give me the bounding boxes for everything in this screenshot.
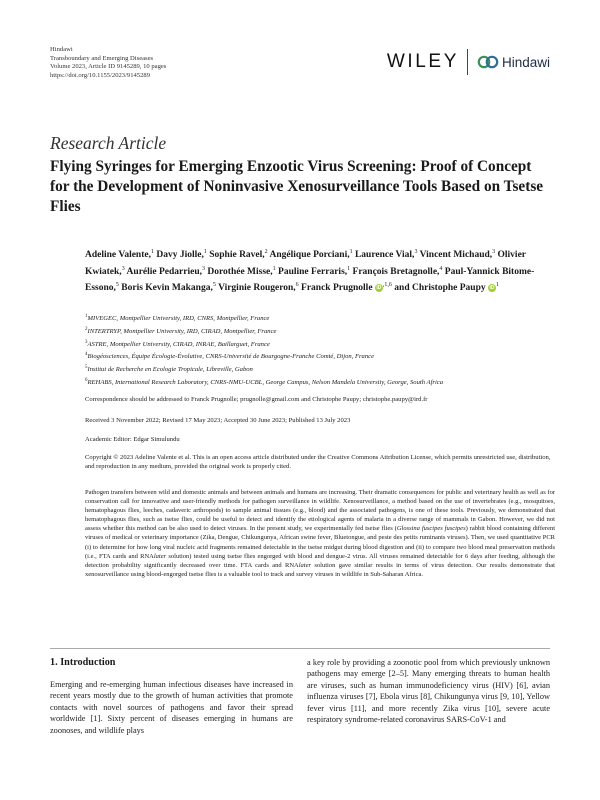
logo-divider <box>467 49 468 75</box>
publisher-logos <box>387 49 550 75</box>
author: Adeline Valente,$^1$ <box>85 249 154 261</box>
journal-name: Transboundary and Emerging Diseases <box>50 54 154 62</box>
author: Virginie Rougeron,$^6$ <box>218 282 299 294</box>
orcid-icon[interactable]: iD <box>489 285 495 292</box>
hindawi-wordmark: Hindawi <box>501 54 550 70</box>
affiliation: $^5$Institut de Recherche en Ecologie Tropicale, Libreville, Gabon <box>85 365 253 374</box>
orcid-icon[interactable]: iD <box>376 285 382 292</box>
article-title: Flying Syringes for Emerging Enzootic Virus Screening: Proof of Concept for the Development of Noninvasive Xenosurveillance Tools Based on Tsetse Flies <box>50 158 544 215</box>
author: Olivier Kwiatek,$^3$ <box>85 250 526 277</box>
author: and Christophe Paupy $iD^1$ <box>394 282 500 294</box>
intro-column-right: a key role by providing a zoonotic pool from which previously unknown pathogens may emerge [2–5]. Many emerging threats to human health are viruses, such as human immunodeficiency virus (HIV) [6], avian influenza viruses [7], Ebola virus [8], Chikungunya virus [9, 10], Yellow fever virus [11], and more recently Zika virus [10], severe acute respiratory syndrome-related coronavirus SARS-CoV-1 and <box>307 658 550 725</box>
publisher-name: Hindawi <box>50 46 73 53</box>
author: Angélique Porciani,$^1$ <box>269 249 353 261</box>
author: Aurélie Pedarrieu,$^3$ <box>126 265 205 277</box>
author: Sophie Ravel,$^2$ <box>209 249 268 261</box>
wiley-logo: WILEY <box>386 51 459 72</box>
author: Pauline Ferraris,$^1$ <box>278 265 351 277</box>
hindawi-logo <box>477 55 550 70</box>
author: Laurence Vial,$^3$ <box>354 249 418 261</box>
affiliation: $^4$Biogéosciences, Équipe Écologie-Évolutive, CNRS-Université de Bourgogne-Franche Comté, Dijon, France <box>85 352 375 361</box>
introduction-heading: 1. Introduction <box>50 657 116 668</box>
affiliation: $^2$INTERTRYP, Montpellier University, IRD, CIRAD, Montpellier, France <box>85 326 277 335</box>
author: Paul-Yannick Bitome-Essono,$^5$ <box>85 266 535 294</box>
affiliation: $^6$REHABS, International Research Laboratory, CNRS-NMU-UCBL, George Campus, Nelson Mandela University, George, South Africa <box>85 377 444 387</box>
intro-column-left: Emerging and re-emerging human infectious diseases have increased in recent years mostly due to the growth of human activities that promote contacts with novel sources of pathogens and favor their spread worldwide [1]. Sixty percent of diseases emerging in humans are zoonoses, and wildlife plays <box>50 680 293 735</box>
affiliation: $^3$ASTRE, Montpellier University, CIRAD, INRAE, Baillarguet, France <box>85 339 270 348</box>
author: François Bretagnolle,$^4$ <box>352 265 443 277</box>
doi-link[interactable]: https://doi.org/10.1155/2023/9145289 <box>50 71 151 79</box>
affiliation: $^1$MIVEGEC, Montpellier University, IRD, CNRS, Montpellier, France <box>85 314 270 323</box>
abstract: Pathogen transfers between wild and domestic animals and between animals and humans are increasing. Their dramatic consequences for public and veterinary health as well as for conservation call for innovative and user-friendly methods for pathogen surveillance in wildlife. Xenosurveillance, a method based on the use of invertebrates (e.g., mosquitoes, hematophagous flies, leeches, cadaveric arthropods) to sample animal tissues (e.g., blood) and the associated pathogens, is one of these tools. Previously, we demonstrated that hematophagous flies, such as tsetse flies, could be useful to detect and identify the etiological agents of malaria in a diverse range of mammals in Gabon. However, we did not assess whether this method can be also used to detect viruses. In the present study, we experimentally fed tsetse flies (Glossina fuscipes fuscipes) rabbit blood containing different viruses of medical or veterinary importance (Zika, Dengue, Chikungunya, African swine fever, Bluetongue, and peste des petits ruminants viruses). Then, we used quantitative PCR (i) to determine for how long viral nucleic acid fragments remained detectable in the tsetse midgut during blood digestion and (ii) to compare two blood meal preservation methods (i.e., FTA cards and RNAlater solution) tested using tsetse flies engorged with blood and dengue-2 virus. All viruses remained detectable for 6 days after feeding, although the detection probability significantly decreased over time. FTA cards and RNAlater solution gave similar results in terms of virus detection. Our results demonstrate that xenosurveillance using blood-engorged tsetse flies is a valuable tool to track and survey viruses in wildlife in Sub-Saharan Africa. <box>85 489 556 578</box>
academic-editor: Academic Editor: Edgar Simulundu <box>85 436 180 443</box>
article-dates: Received 3 November 2022; Revised 17 May 2023; Accepted 30 June 2023; Published 13 July 2023 <box>85 417 351 424</box>
affiliations <box>85 312 555 389</box>
hindawi-rings-icon <box>477 55 499 69</box>
journal-meta <box>50 46 166 80</box>
author: Dorothée Misse,$^1$ <box>207 265 276 277</box>
author-list <box>85 246 555 296</box>
author: Vincent Michaud,$^3$ <box>419 249 496 261</box>
volume-info: Volume 2023, Article ID 9145289, 10 pages <box>50 63 167 71</box>
correspondence: Correspondence should be addressed to Franck Prugnolle; prugnolle@gmail.com and Christophe Paupy; christophe.paupy@ird.fr <box>85 396 428 403</box>
author: Davy Jiolle,$^1$ <box>156 249 207 261</box>
article-type: Research Article <box>50 133 167 153</box>
author: Boris Kevin Makanga,$^5$ <box>121 282 216 294</box>
copyright-notice: Copyright © 2023 Adeline Valente et al. This is an open access article distributed under the Creative Commons Attribution License, which permits unrestricted use, distribution, and reproduction in any medium, provided the original work is properly cited. <box>85 454 551 470</box>
section-divider <box>50 648 550 649</box>
author: Franck Prugnolle $iD^{,1,6}$ <box>301 282 392 294</box>
